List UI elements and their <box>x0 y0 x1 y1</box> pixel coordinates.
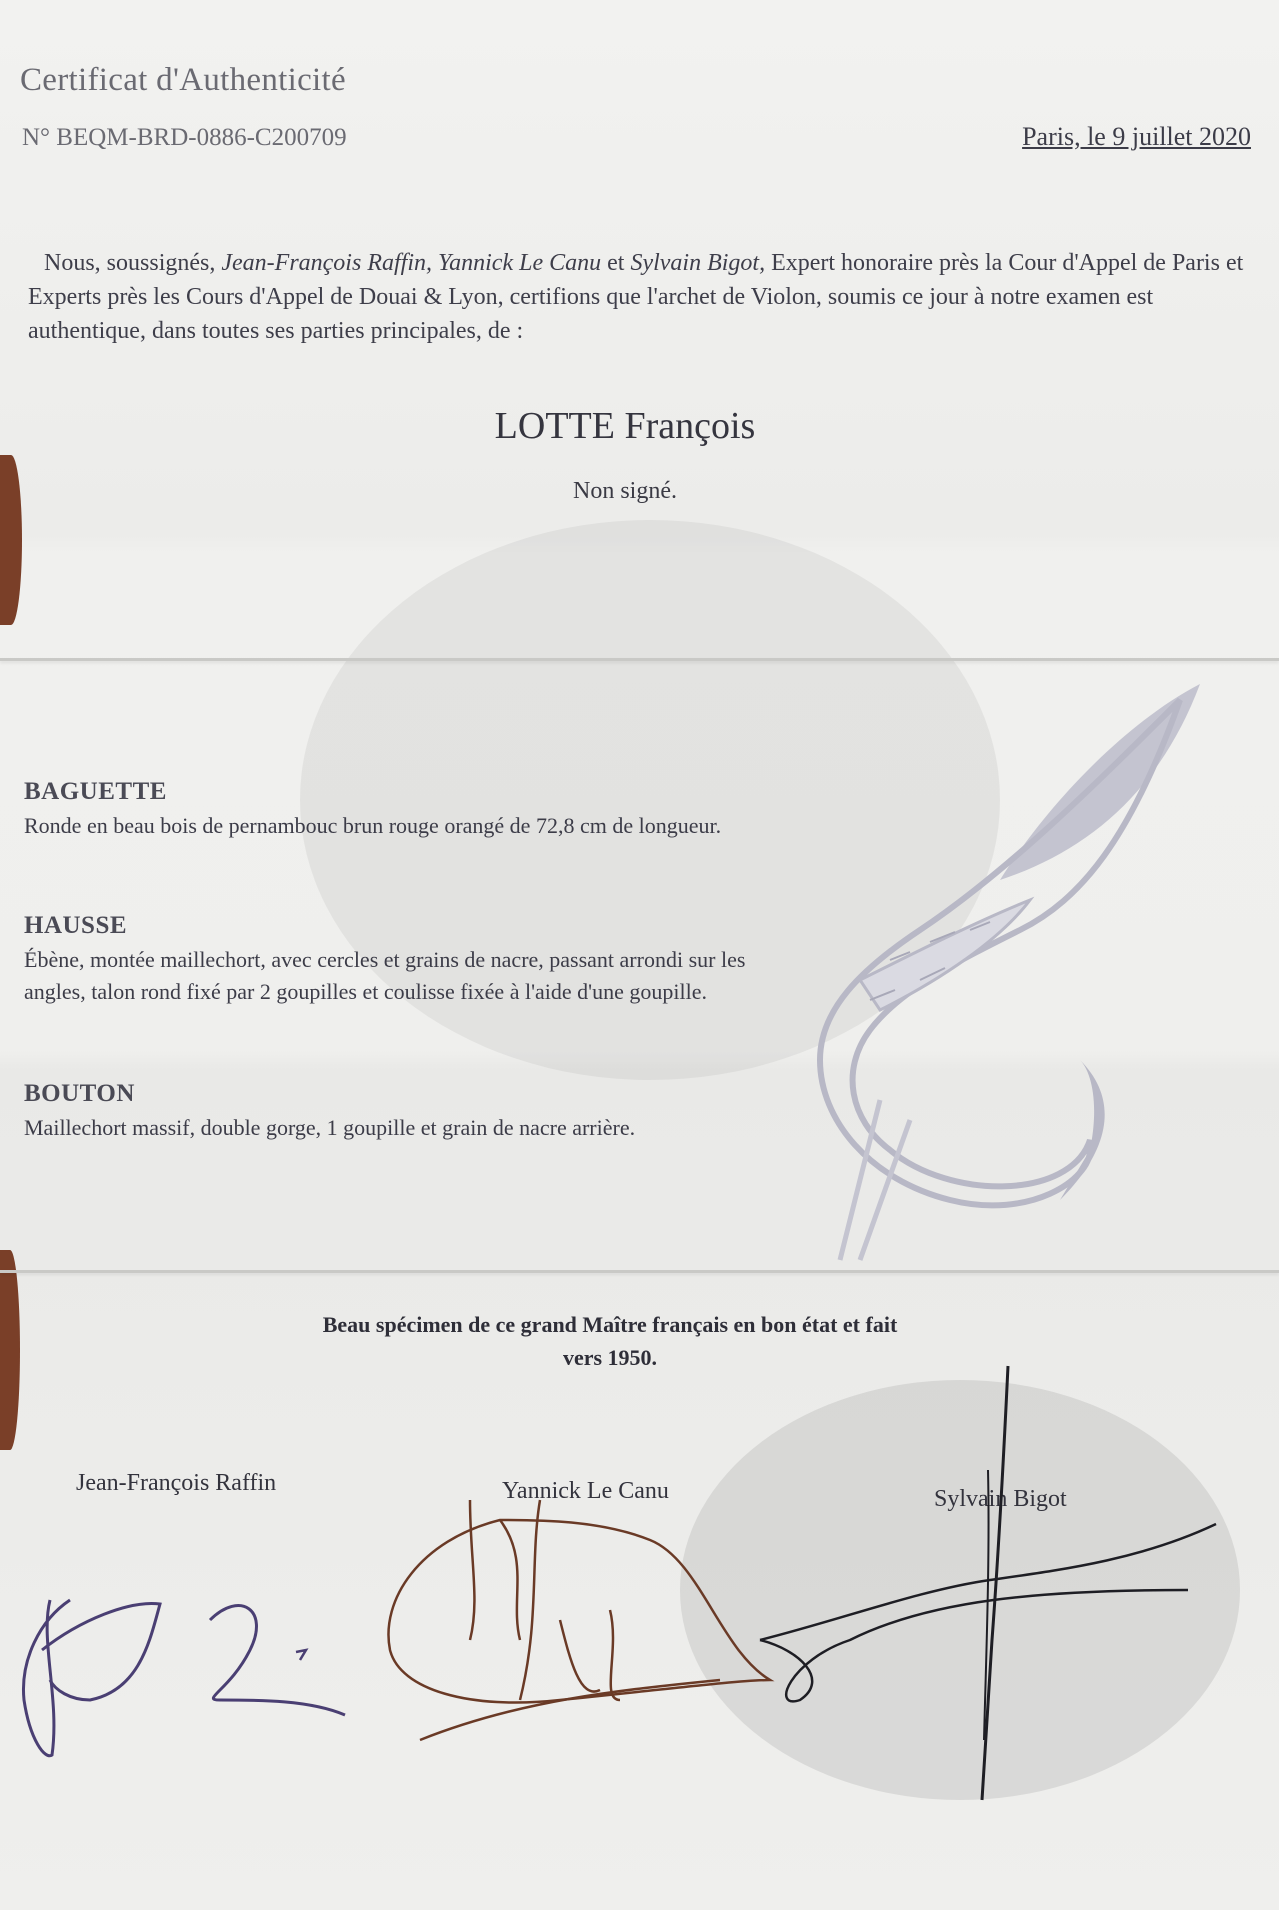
certificate-number: N° BEQM-BRD-0886-C200709 <box>22 124 347 151</box>
signer-name-bigot: Sylvain Bigot <box>934 1486 1067 1512</box>
signature-note: Non signé. <box>573 478 677 504</box>
section-text: Ébène, montée maillechort, avec cercles et grains de nacre, passant arrondi sur les angles, talon rond fixé par 2 goupilles et coulisse fixée à l'aide d'une goupille. <box>24 947 746 1004</box>
conclusion-line: Beau spécimen de ce grand Maître français en bon état et fait <box>322 1312 898 1337</box>
section-title: HAUSSE <box>24 912 128 939</box>
expert-name: Jean-François Raffin, <box>221 250 432 276</box>
section-text: Ronde en beau bois de pernambouc brun rouge orangé de 72,8 cm de longueur. <box>24 813 722 838</box>
section-text: Maillechort massif, double gorge, 1 goupille et grain de nacre arrière. <box>24 1115 636 1140</box>
certificate-date: Paris, le 9 juillet 2020 <box>1022 122 1251 151</box>
section-title: BAGUETTE <box>24 778 167 805</box>
conclusion-line: vers 1950. <box>562 1345 658 1370</box>
section-title: BOUTON <box>24 1080 135 1107</box>
expert-name: Sylvain Bigot, <box>630 250 766 276</box>
expert-name: Yannick Le Canu <box>437 250 602 276</box>
signer-name-lecanu: Yannick Le Canu <box>502 1478 669 1504</box>
maker-name: LOTTE François <box>494 405 756 447</box>
intro-text: Nous, soussignés, <box>44 250 222 276</box>
certificate-title: Certificat d'Authenticité <box>20 62 346 98</box>
signer-name-raffin: Jean-François Raffin <box>76 1470 277 1496</box>
intro-text: Expert honoraire près la Cour d'Appel de Paris et Experts près les Cours d'Appel de Douai & Lyon, certifions que l'archet de Violon, soumis ce jour à notre examen est authentique, dans toutes ses parties principales, de : <box>28 250 1244 344</box>
intro-text: et <box>601 250 631 276</box>
